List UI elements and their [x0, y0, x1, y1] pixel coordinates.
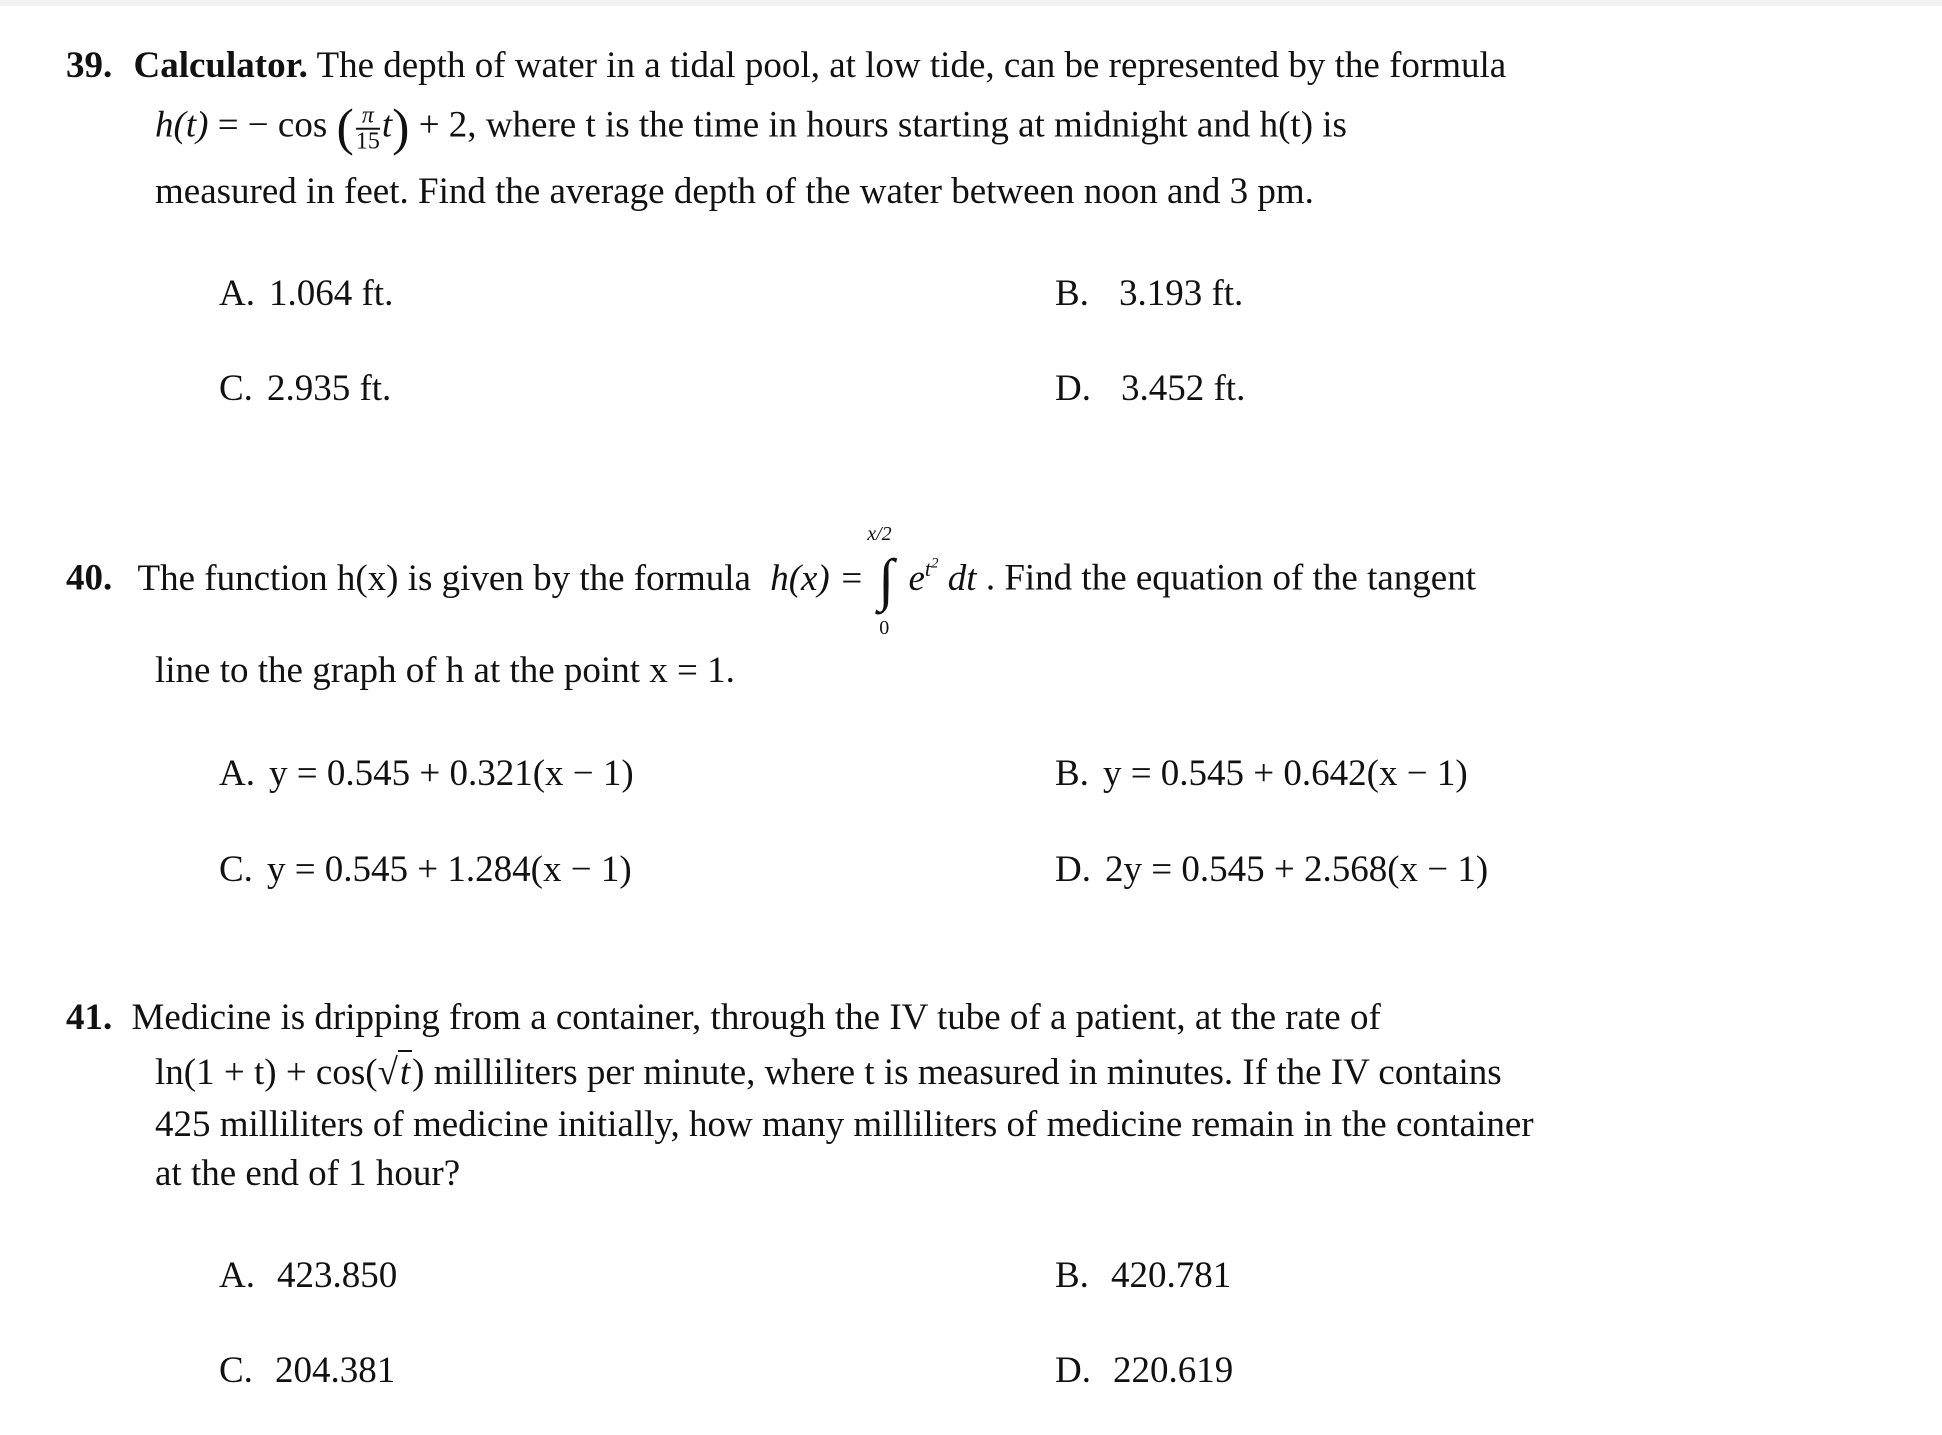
- question-39-line-1: [66, 43, 1506, 89]
- question-number: 39.: [66, 45, 113, 86]
- question-39-line-3: measured in feet. Find the average depth of the water between noon and 3 pm.: [155, 171, 1314, 212]
- question-text: . Find the equation of the tangent: [985, 557, 1476, 599]
- formula-eq: = − cos: [208, 104, 328, 146]
- choice-d[interactable]: D. 2y = 0.545 + 2.568(x − 1): [1055, 849, 1489, 890]
- choice-c[interactable]: C. 2.935 ft.: [219, 368, 392, 409]
- integrand: $e^{t^2}$ dt: [908, 555, 977, 599]
- choice-d[interactable]: D. 3.452 ft.: [1055, 368, 1246, 409]
- question-number: 40.: [66, 557, 113, 599]
- choice-a[interactable]: A. 1.064 ft.: [219, 273, 394, 314]
- top-edge: [0, 0, 1942, 6]
- question-41-line-2: ln(1 + t) + cos(√t) milliliters per minute, where t is measured in minutes. If the IV contains: [155, 1052, 1502, 1093]
- question-41-line-4: at the end of 1 hour?: [155, 1153, 461, 1194]
- choice-b[interactable]: B. y = 0.545 + 0.642(x − 1): [1055, 753, 1468, 794]
- calculator-label: Calculator.: [133, 45, 308, 86]
- question-40-line-1: [66, 523, 1476, 640]
- formula-rest: + 2,: [409, 104, 477, 146]
- question-39-line-2: h(t) = − cos ( $\frac{\pi}{15}$ t) + 2, where t is the time in hours starting at midnight and h(t) is: [155, 99, 1347, 157]
- choice-a[interactable]: A. y = 0.545 + 0.321(x − 1): [219, 753, 634, 794]
- choice-d[interactable]: D. 220.619: [1055, 1350, 1234, 1391]
- question-text: where t is the time in hours starting at midnight and h(t) is: [485, 104, 1347, 146]
- question-40-line-2: line to the graph of h at the point x = 1.: [155, 650, 735, 691]
- formula-lhs: h(x) =: [770, 557, 864, 599]
- choice-c[interactable]: C. 204.381: [219, 1350, 396, 1391]
- formula-lhs: h(t): [155, 104, 209, 146]
- choice-a[interactable]: A. 423.850: [219, 1255, 398, 1296]
- choice-b[interactable]: B. 420.781: [1055, 1255, 1232, 1296]
- question-text: Medicine is dripping from a container, through the IV tube of a patient, at the rate of: [131, 997, 1381, 1038]
- formula-fraction: $\frac{\pi}{15}$: [355, 102, 380, 155]
- question-text: The function h(x) is given by the formula: [137, 557, 751, 599]
- choice-b[interactable]: B. 3.193 ft.: [1055, 273, 1244, 314]
- question-number: 41.: [66, 997, 113, 1038]
- integral-symbol: ∫ x/2 0: [867, 523, 895, 640]
- question-text: The depth of water in a tidal pool, at low tide, can be represented by the formula: [316, 45, 1507, 86]
- formula-var: t: [381, 104, 393, 146]
- question-41-line-3: 425 milliliters of medicine initially, how many milliliters of medicine remain in the container: [155, 1104, 1534, 1145]
- question-41-line-1: [66, 995, 1381, 1041]
- choice-c[interactable]: C. y = 0.545 + 1.284(x − 1): [219, 849, 632, 890]
